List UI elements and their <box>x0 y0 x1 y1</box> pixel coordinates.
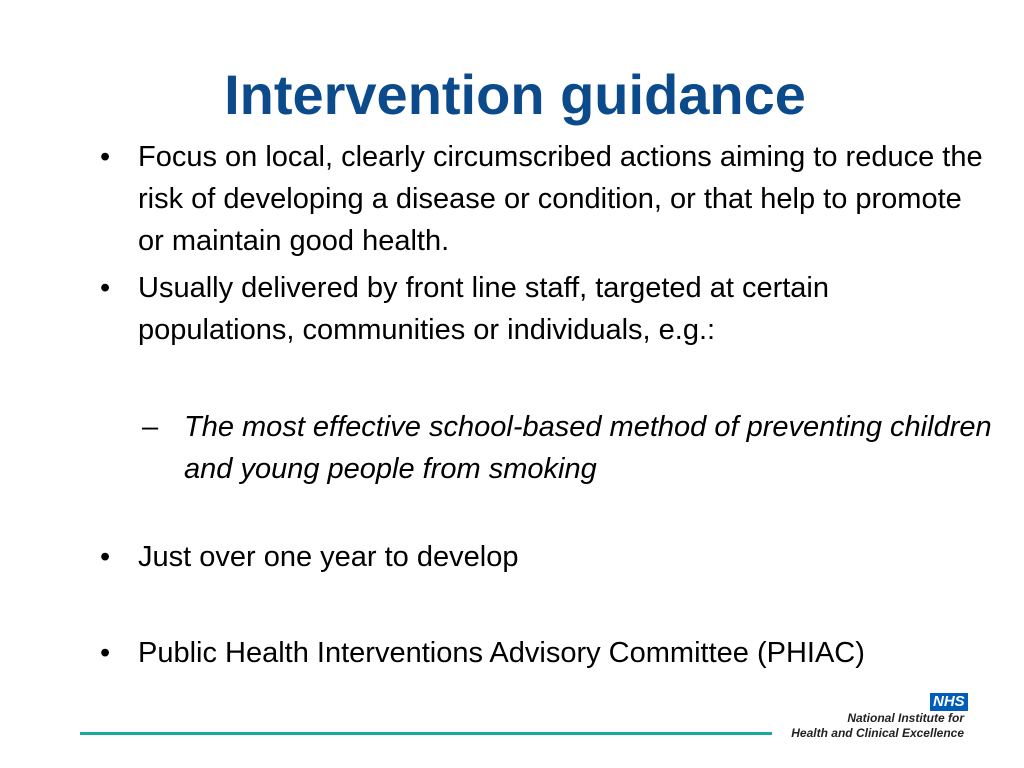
bullet-marker: • <box>100 141 111 173</box>
sub-bullet-text: The most effective school-based method of preventing children and young people from smoking <box>184 411 992 485</box>
nhs-logo: NHS <box>930 693 968 711</box>
bullet-1 <box>100 136 988 262</box>
slide-title: Intervention guidance <box>224 63 806 126</box>
logo-line-1: National Institute for <box>847 711 964 725</box>
bullet-marker: • <box>100 541 111 573</box>
footer-rule <box>80 732 772 735</box>
logo-line-2: Health and Clinical Excellence <box>791 726 964 740</box>
dash-marker: – <box>142 411 159 443</box>
bullet-text: Focus on local, clearly circumscribed actions aiming to reduce the risk of developing a disease or condition, or that help to promote or maintain good health. <box>138 141 983 257</box>
bullet-marker: • <box>100 637 111 669</box>
sub-bullet <box>142 406 1004 490</box>
bullet-text: Just over one year to develop <box>138 541 519 573</box>
bullet-3 <box>100 536 988 578</box>
nice-logo-text <box>791 711 964 741</box>
bullet-marker: • <box>100 272 111 304</box>
bullet-text: Public Health Interventions Advisory Committee (PHIAC) <box>138 637 865 669</box>
bullet-2 <box>100 267 988 351</box>
bullet-4 <box>100 632 898 674</box>
bullet-text: Usually delivered by front line staff, targeted at certain populations, communities or individuals, e.g.: <box>138 272 830 346</box>
